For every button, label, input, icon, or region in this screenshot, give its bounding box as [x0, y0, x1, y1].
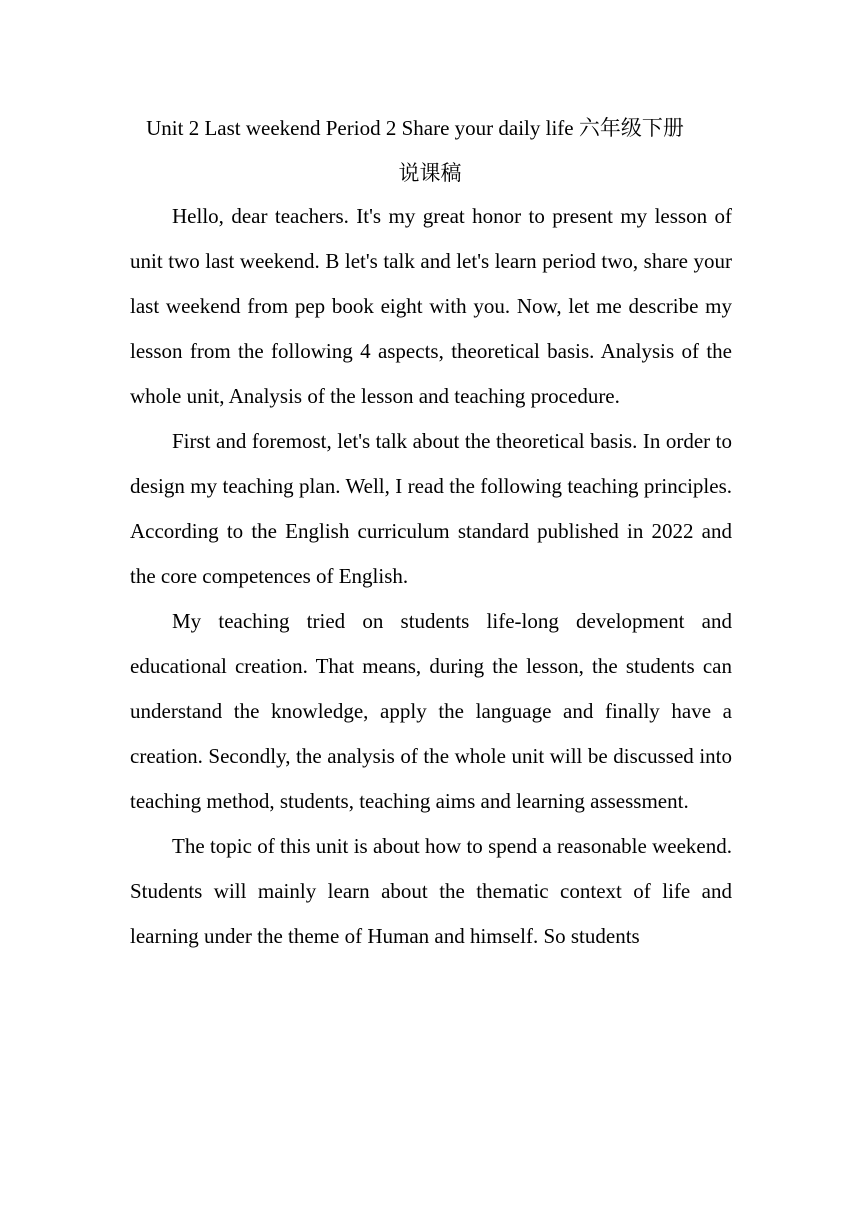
paragraph-theoretical-basis: First and foremost, let's talk about the theoretical basis. In order to design my teaching plan. Well, I read the following teaching principles. According to the English curriculum standard published in 2022 and the core competences of English. — [130, 429, 732, 588]
document-title: Unit 2 Last weekend Period 2 Share your daily life 六年级下册 — [146, 116, 684, 140]
paragraph-teaching-principles: My teaching tried on students life-long development and educational creation. That means, during the lesson, the students can understand the knowledge, apply the language and finally have a creation. Secondly, the analysis of the whole unit will be discussed into teaching method, students, teaching aims and learning assessment. — [130, 609, 732, 813]
paragraph-unit-topic: The topic of this unit is about how to spend a reasonable weekend. Students will mainly learn about the thematic context of life and learning under the theme of Human and himself. So students — [130, 834, 732, 948]
document-body — [130, 194, 732, 959]
document-subtitle: 说课稿 — [398, 161, 462, 185]
paragraph-introduction: Hello, dear teachers. It's my great honor to present my lesson of unit two last weekend. B let's talk and let's learn period two, share your last weekend from pep book eight with you. Now, let me describe my lesson from the following 4 aspects, theoretical basis. Analysis of the whole unit, Analysis of the lesson and teaching procedure. — [130, 204, 732, 408]
